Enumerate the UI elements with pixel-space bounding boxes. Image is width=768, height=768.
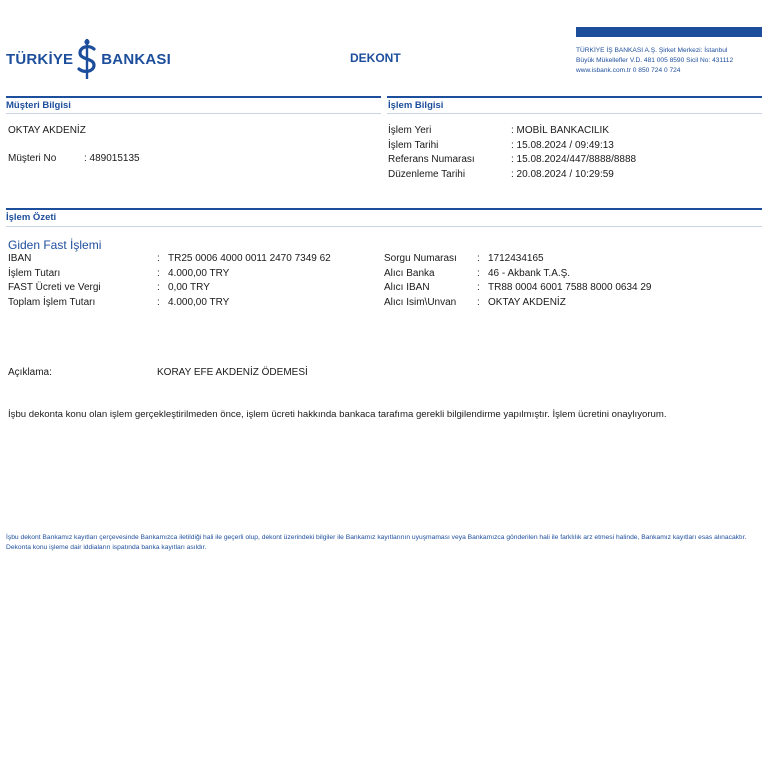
section-rule-thin bbox=[387, 113, 762, 114]
description-label: Açıklama: bbox=[8, 367, 52, 378]
info-value: : 15.08.2024 / 09:49:13 bbox=[511, 139, 614, 151]
logo-text-right: BANKASI bbox=[101, 50, 171, 68]
customer-name: OKTAY AKDENİZ bbox=[8, 125, 86, 136]
colon: : bbox=[477, 282, 480, 293]
colon: : bbox=[477, 267, 480, 279]
customer-section-title: Müşteri Bilgisi bbox=[6, 100, 71, 111]
summary-left-colons bbox=[157, 252, 160, 310]
colon: : bbox=[157, 267, 160, 279]
transaction-info-values bbox=[511, 124, 636, 182]
colon: : bbox=[157, 296, 160, 308]
summary-right-colons bbox=[477, 252, 480, 310]
logo-text-left: TÜRKİYE bbox=[6, 50, 74, 68]
summary-label: Toplam İşlem Tutarı bbox=[8, 296, 96, 308]
section-rule bbox=[387, 96, 762, 98]
isbank-logo-icon bbox=[76, 37, 98, 81]
summary-left-labels bbox=[8, 252, 101, 310]
summary-label: Alıcı Banka bbox=[384, 267, 435, 279]
address-line: Büyük Mükellefler V.D. 481 005 8590 Sicil No: 431112 bbox=[576, 57, 734, 64]
info-value: : 20.08.2024 / 10:29:59 bbox=[511, 168, 614, 180]
summary-value: TR88 0004 6001 7588 8000 0634 29 bbox=[488, 282, 652, 293]
bank-address bbox=[576, 46, 733, 76]
colon: : bbox=[157, 253, 160, 264]
bank-logo bbox=[6, 36, 171, 82]
info-label: İşlem Yeri bbox=[388, 125, 432, 136]
section-rule-thin bbox=[6, 226, 762, 227]
summary-right-labels bbox=[384, 252, 457, 310]
summary-label: İşlem Tutarı bbox=[8, 267, 61, 279]
info-value: : 15.08.2024/447/8888/8888 bbox=[511, 154, 637, 165]
address-line: www.isbank.com.tr 0 850 724 0 724 bbox=[576, 67, 681, 74]
summary-label: IBAN bbox=[8, 253, 32, 264]
transaction-info-section-title: İşlem Bilgisi bbox=[388, 100, 444, 111]
summary-value: 1712434165 bbox=[488, 253, 544, 264]
customer-no-value: : 489015135 bbox=[84, 153, 140, 164]
description-value: KORAY EFE AKDENİZ ÖDEMESİ bbox=[157, 367, 308, 378]
colon: : bbox=[157, 282, 160, 293]
summary-label: Alıcı IBAN bbox=[384, 282, 430, 293]
summary-value: TR25 0006 4000 0011 2470 7349 62 bbox=[168, 253, 331, 264]
transaction-type: Giden Fast İşlemi bbox=[8, 238, 102, 252]
info-value: : MOBİL BANKACILIK bbox=[511, 125, 609, 136]
transaction-info-labels bbox=[388, 124, 475, 182]
summary-value: OKTAY AKDENİZ bbox=[488, 296, 566, 308]
summary-right-values bbox=[488, 252, 651, 310]
customer-no-label: Müşteri No bbox=[8, 153, 57, 164]
info-label: Referans Numarası bbox=[388, 154, 475, 165]
summary-value: 0,00 TRY bbox=[168, 282, 210, 293]
header-accent-bar bbox=[576, 27, 762, 37]
document-title: DEKONT bbox=[350, 51, 401, 65]
colon: : bbox=[477, 296, 480, 308]
section-rule bbox=[6, 208, 762, 210]
address-line: TÜRKİYE İŞ BANKASI A.Ş. Şirket Merkezi: İstanbul bbox=[576, 47, 728, 54]
summary-label: Sorgu Numarası bbox=[384, 253, 457, 264]
summary-left-values bbox=[168, 252, 331, 310]
consent-text: İşbu dekonta konu olan işlem gerçekleştirilmeden önce, işlem ücreti hakkında bankaca tarafıma gerekli bilgilendirme yapılmıştır. İşlem ücretini onaylıyorum. bbox=[8, 409, 667, 420]
summary-value: 4.000,00 TRY bbox=[168, 267, 230, 279]
info-label: Düzenleme Tarihi bbox=[388, 168, 466, 180]
footer-note: İşbu dekont Bankamız kayıtları çerçevesinde Bankamızca iletildiği hali ile geçerli olup, dekont üzerindeki bilgiler ile Bankamız kayıtlarının uyuşmaması veya Bankamızca gönderilen hali ile farklılık arz etmesi halinde, Bankamız kayıtları esas alınacaktır. Dekonta konu işleme dair iddiaların ispatında banka kayıtları asıldır. bbox=[6, 534, 747, 551]
summary-section-title: İşlem Özeti bbox=[6, 212, 57, 223]
summary-value: 4.000,00 TRY bbox=[168, 296, 230, 308]
section-rule-thin bbox=[6, 113, 381, 114]
summary-value: 46 - Akbank T.A.Ş. bbox=[488, 267, 571, 279]
section-rule bbox=[6, 96, 381, 98]
summary-label: Alıcı Isim\Unvan bbox=[384, 296, 457, 308]
info-label: İşlem Tarihi bbox=[388, 139, 439, 151]
summary-label: FAST Ücreti ve Vergi bbox=[8, 282, 101, 293]
colon: : bbox=[477, 253, 480, 264]
